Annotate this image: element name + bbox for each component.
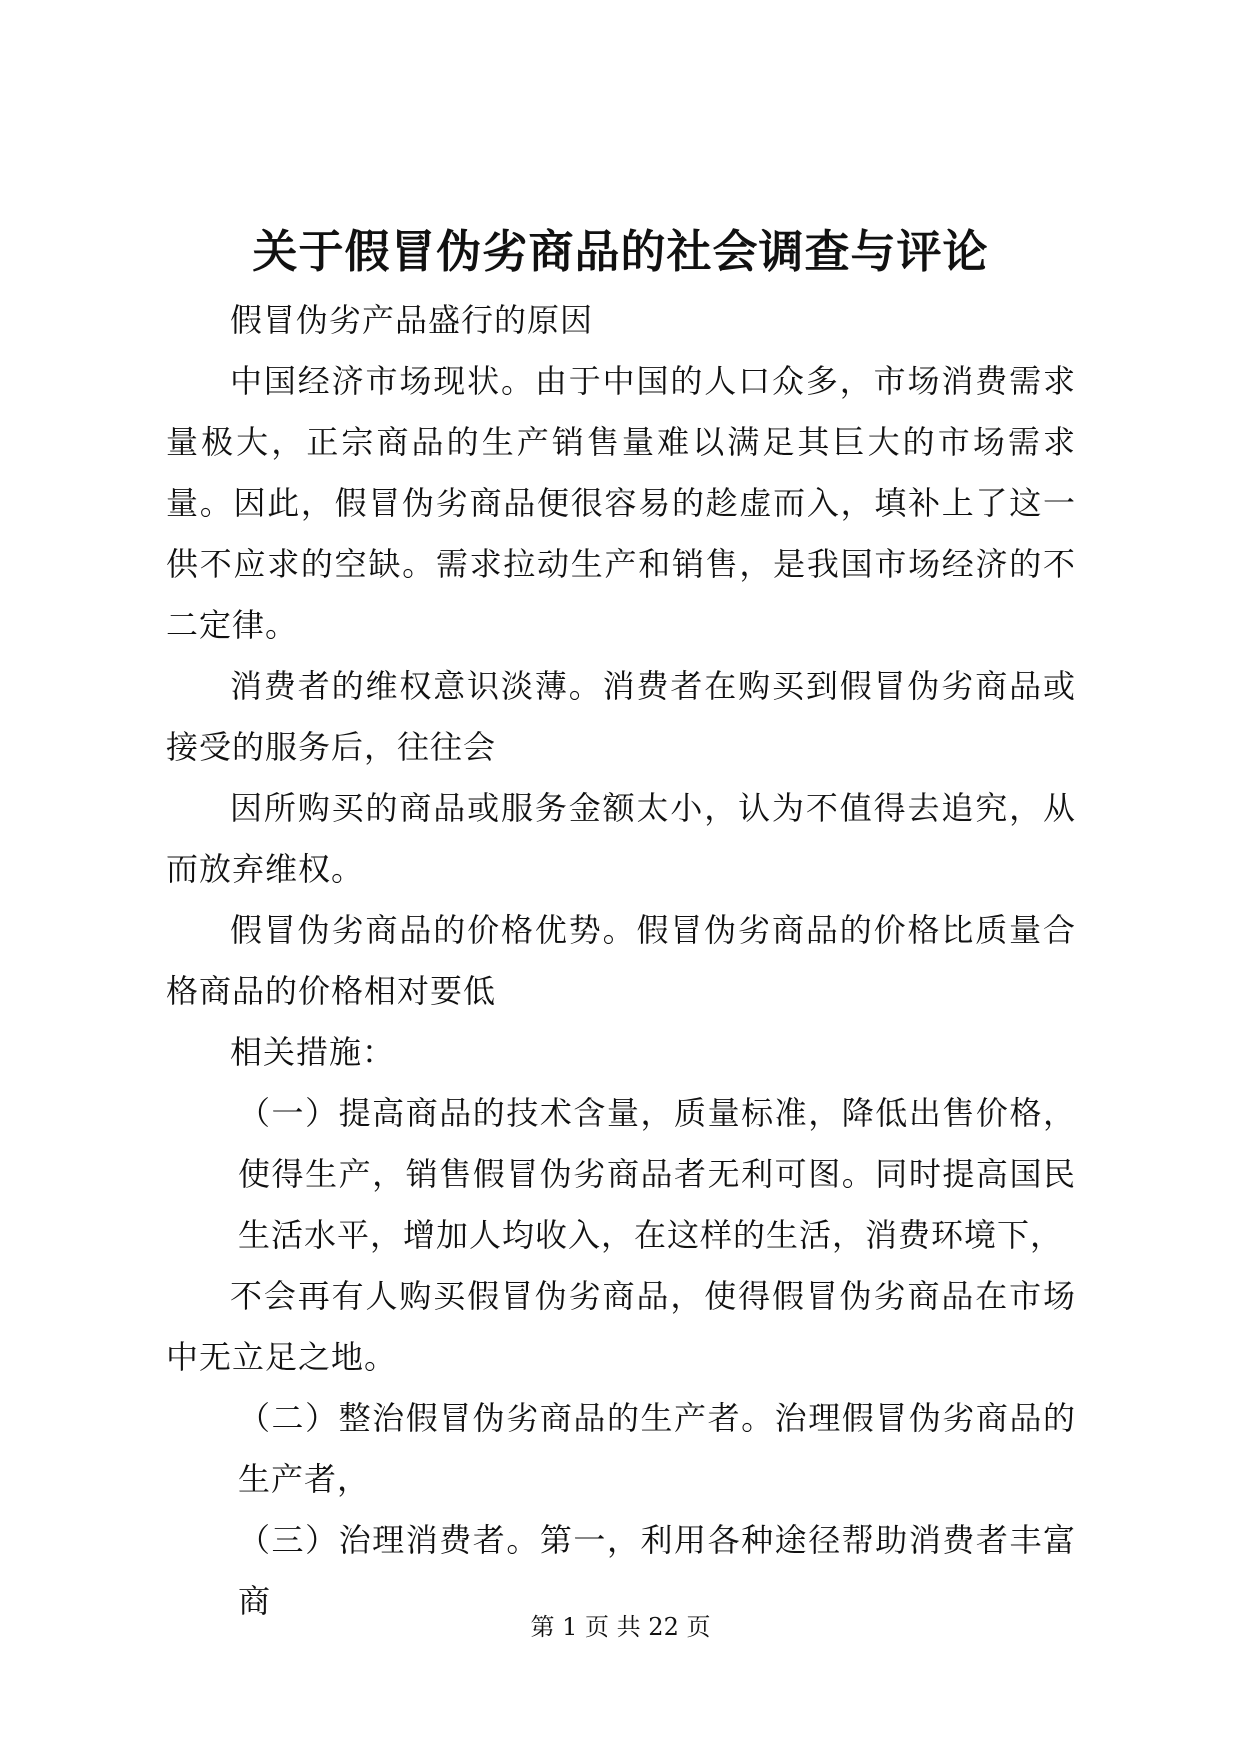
paragraph-consumer-awareness: 消费者的维权意识淡薄。消费者在购买到假冒伪劣商品或接受的服务后，往往会 [166,667,1076,766]
paragraph-heading-measures: 相关措施： [230,1033,396,1071]
paragraph-measure-one: （一）提高商品的技术含量，质量标准，降低出售价格，使得生产，销售假冒伪劣商品者无利可图。同时提高国民生活水平，增加人均收入，在这样的生活，消费环境下， [238,1094,1076,1254]
paragraph-no-market: 不会再有人购买假冒伪劣商品，使得假冒伪劣商品在市场中无立足之地。 [166,1277,1076,1376]
paragraph-give-up-rights: 因所购买的商品或服务金额太小，认为不值得去追究，从而放弃维权。 [166,789,1076,888]
page-number: 第 1 页 共 22 页 [530,1613,711,1641]
document-body [166,290,1076,1632]
paragraph-market-status: 中国经济市场现状。由于中国的人口众多，市场消费需求量极大，正宗商品的生产销售量难以满足其巨大的市场需求量。因此，假冒伪劣商品便很容易的趁虚而入，填补上了这一供不应求的空缺。需求拉动生产和销售，是我国市场经济的不二定律。 [166,362,1076,644]
paragraph-heading-causes: 假冒伪劣产品盛行的原因 [230,301,594,339]
paragraph-measure-three: （三）治理消费者。第一，利用各种途径帮助消费者丰富商 [238,1521,1076,1620]
paragraph-measure-two: （二）整治假冒伪劣商品的生产者。治理假冒伪劣商品的生产者， [238,1399,1076,1498]
document-title: 关于假冒伪劣商品的社会调查与评论 [252,225,989,278]
paragraph-price-advantage: 假冒伪劣商品的价格优势。假冒伪劣商品的价格比质量合格商品的价格相对要低 [166,911,1076,1010]
